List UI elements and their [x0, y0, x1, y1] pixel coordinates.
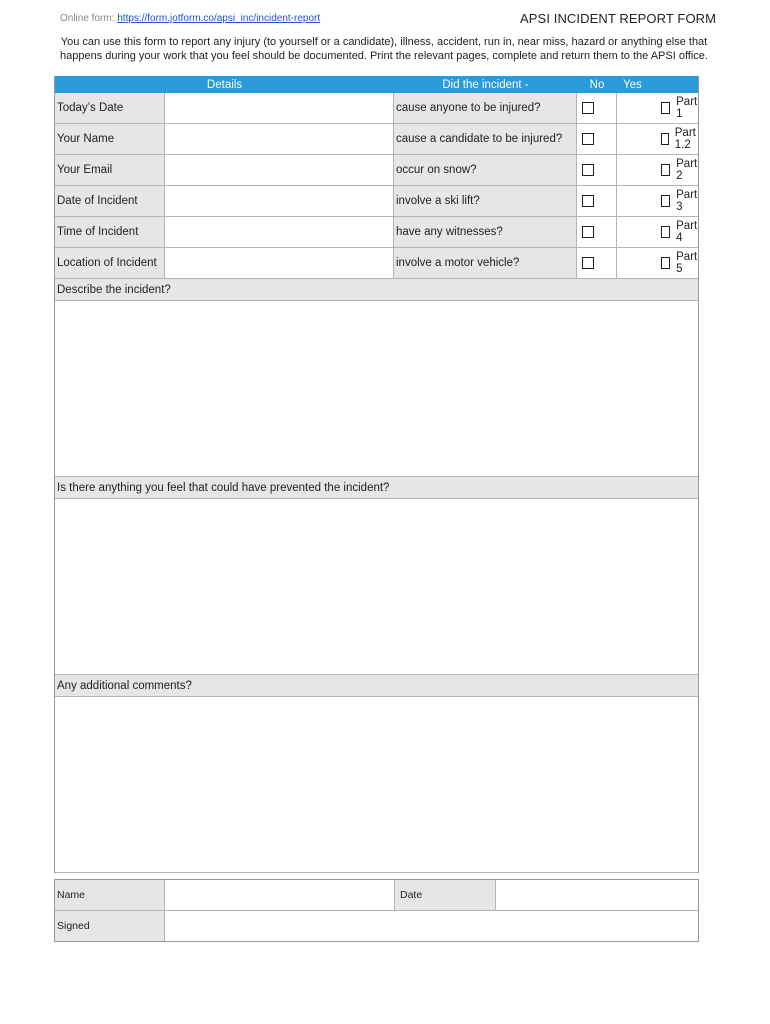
incident-question: cause a candidate to be injured? — [394, 124, 577, 154]
no-checkbox[interactable] — [582, 257, 594, 269]
no-checkbox[interactable] — [582, 102, 594, 114]
part-reference: Part 2 — [676, 158, 698, 182]
signature-row — [55, 910, 698, 941]
date-of-incident-input[interactable] — [165, 186, 394, 216]
table-row — [55, 217, 698, 248]
online-form-link[interactable]: https://form.jotform.co/apsi_inc/incident-report — [117, 13, 321, 24]
incident-question: involve a ski lift? — [394, 186, 577, 216]
incident-question: occur on snow? — [394, 155, 577, 185]
no-checkbox[interactable] — [582, 226, 594, 238]
incident-question: have any witnesses? — [394, 217, 577, 247]
incident-question: cause anyone to be injured? — [394, 93, 577, 123]
field-label: Your Email — [55, 155, 165, 185]
header-no: No — [589, 78, 605, 91]
field-label: Location of Incident — [55, 248, 165, 278]
no-checkbox[interactable] — [582, 164, 594, 176]
signed-label: Signed — [55, 911, 165, 941]
field-label: Time of Incident — [55, 217, 165, 247]
signature-row — [55, 880, 698, 910]
form-intro — [54, 35, 714, 63]
part-reference: Part 4 — [676, 220, 698, 244]
form-title: APSI INCIDENT REPORT FORM — [520, 11, 717, 26]
intro-line-2: happens during your work that you feel should be documented. Print the relevant pages, complete and return them to the APSI office. — [60, 50, 708, 62]
field-label: Your Name — [55, 124, 165, 154]
table-row — [55, 93, 698, 124]
table-row — [55, 155, 698, 186]
incident-details-table — [54, 76, 699, 873]
time-of-incident-input[interactable] — [165, 217, 394, 247]
name-label: Name — [55, 880, 165, 910]
additional-comments-label: Any additional comments? — [55, 675, 698, 697]
describe-incident-textarea[interactable] — [55, 301, 698, 477]
field-label: Today’s Date — [55, 93, 165, 123]
table-row — [55, 248, 698, 279]
online-form-line — [60, 13, 320, 24]
yes-checkbox[interactable] — [661, 257, 670, 269]
no-checkbox[interactable] — [582, 195, 594, 207]
name-input[interactable] — [165, 880, 395, 910]
intro-line-1: You can use this form to report any injury (to yourself or a candidate), illness, accident, run in, near miss, hazard or anything else that — [60, 36, 708, 48]
yes-checkbox[interactable] — [661, 102, 670, 114]
part-reference: Part 1 — [676, 96, 698, 120]
part-reference: Part 3 — [676, 189, 698, 213]
location-of-incident-input[interactable] — [165, 248, 394, 278]
header-details: Details — [206, 78, 243, 91]
your-email-input[interactable] — [165, 155, 394, 185]
no-checkbox[interactable] — [582, 133, 594, 145]
your-name-input[interactable] — [165, 124, 394, 154]
date-label: Date — [395, 880, 496, 910]
yes-checkbox[interactable] — [661, 133, 669, 145]
signature-table — [54, 879, 699, 942]
online-form-prefix: Online form: — [60, 13, 115, 24]
yes-checkbox[interactable] — [661, 164, 670, 176]
field-label: Date of Incident — [55, 186, 165, 216]
additional-comments-textarea[interactable] — [55, 697, 698, 873]
header-yes: Yes — [623, 78, 642, 91]
date-input[interactable] — [496, 880, 698, 910]
part-reference: Part 5 — [676, 251, 698, 275]
part-reference: Part 1.2 — [674, 127, 696, 151]
todays-date-input[interactable] — [165, 93, 394, 123]
table-row — [55, 124, 698, 155]
table-row — [55, 186, 698, 217]
describe-incident-label: Describe the incident? — [55, 279, 698, 301]
prevention-textarea[interactable] — [55, 499, 698, 675]
yes-checkbox[interactable] — [661, 195, 670, 207]
header-did-the-incident: Did the incident - — [442, 78, 529, 91]
prevention-label: Is there anything you feel that could have prevented the incident? — [55, 477, 698, 499]
incident-question: involve a motor vehicle? — [394, 248, 577, 278]
signature-input[interactable] — [165, 911, 698, 941]
yes-checkbox[interactable] — [661, 226, 670, 238]
table-header — [55, 76, 698, 93]
